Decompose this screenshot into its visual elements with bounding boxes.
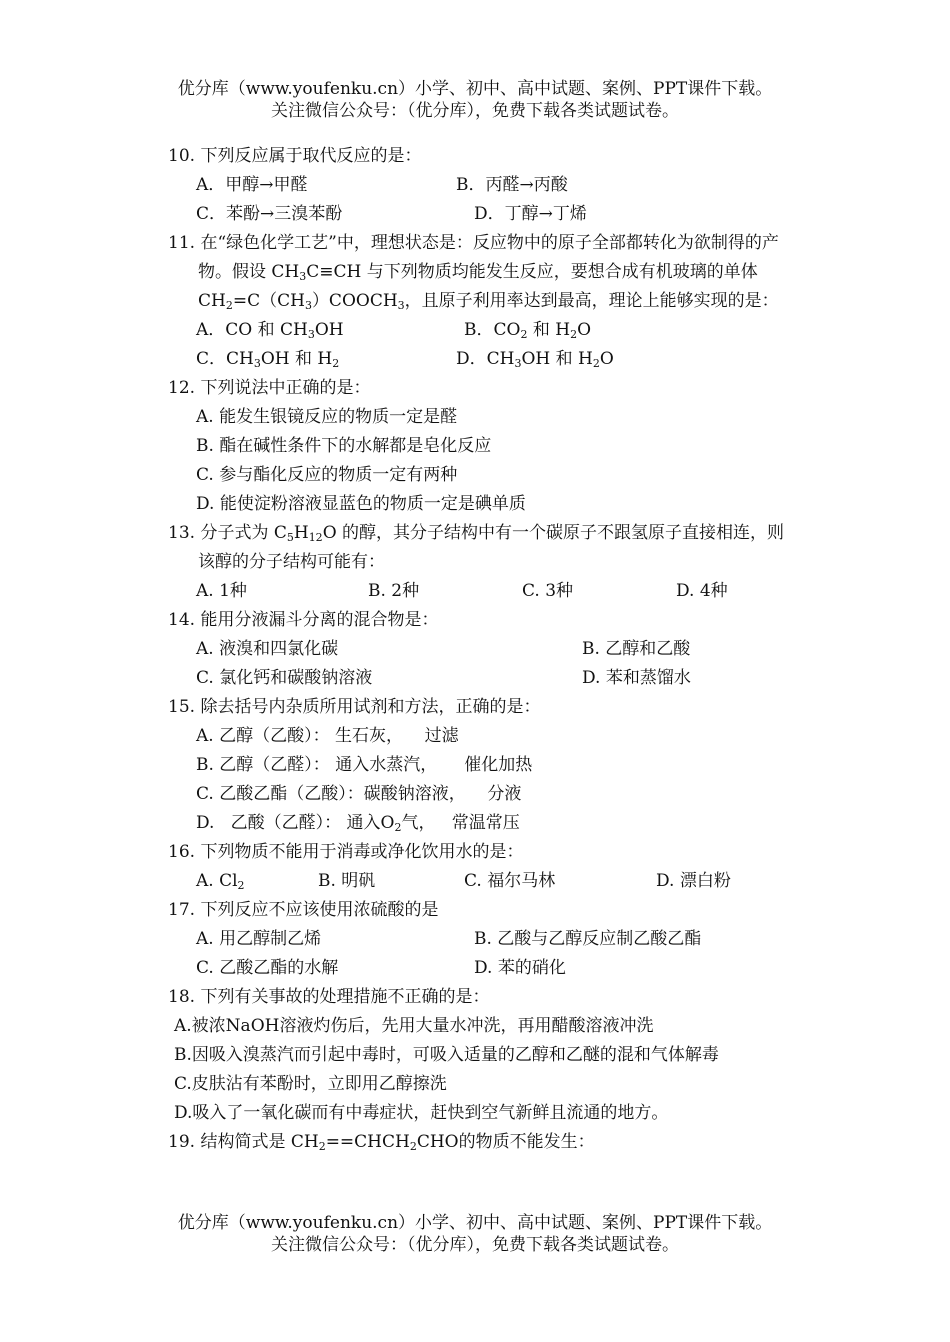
question-15-option-d: D. 乙酸（乙醛）： 通入$O_2$气， 常温常压 xyxy=(196,813,520,834)
question-19-stem: 19. 结构简式是 $CH_2==CHCH_2CHO$的物质不能发生： xyxy=(168,1132,595,1153)
question-12-stem: 12. 下列说法中正确的是： xyxy=(168,378,371,398)
header-line-1: 优分库（www.youfenku.cn）小学、初中、高中试题、案例、PPT课件下载。 xyxy=(177,79,773,99)
question-17-option-d: D. 苯的硝化 xyxy=(474,958,566,978)
question-17-option-a: A. 用乙醇制乙烯 xyxy=(196,929,322,949)
question-10-option-a: A．甲醇→甲醛 xyxy=(196,175,308,195)
questions-body xyxy=(168,142,788,1157)
question-11-option-d: D．$CH_3OH$ 和 $H_2O$ xyxy=(456,349,614,370)
question-11-options-row-1 xyxy=(168,316,788,345)
header-line-2: 关注微信公众号：（优分库），免费下载各类试题试卷。 xyxy=(271,101,679,121)
question-10-options-row-2 xyxy=(168,200,788,229)
question-17-option-b: B. 乙酸与乙醇反应制乙酸乙酯 xyxy=(474,929,702,949)
question-16-stem: 16. 下列物质不能用于消毒或净化饮用水的是： xyxy=(168,842,524,862)
question-13-option-a: A. 1种 xyxy=(196,581,247,601)
question-18-option-d: D.吸入了一氧化碳而有中毒症状，赶快到空气新鲜且流通的地方。 xyxy=(174,1103,669,1123)
question-17-options-row-2 xyxy=(168,954,788,983)
question-10-options-row-1 xyxy=(168,171,788,200)
question-10-option-d: D．丁醇→丁烯 xyxy=(474,204,587,224)
question-17-stem: 17. 下列反应不应该使用浓硫酸的是 xyxy=(168,900,439,920)
question-12-option-c: C. 参与酯化反应的物质一定有两种 xyxy=(196,465,458,485)
question-16-option-d: D. 漂白粉 xyxy=(656,871,731,891)
question-13-option-c: C. 3种 xyxy=(522,581,574,601)
question-13-option-b: B. 2种 xyxy=(368,581,420,601)
question-13-option-d: D. 4种 xyxy=(676,581,728,601)
page-header xyxy=(0,78,950,122)
footer-line-1: 优分库（www.youfenku.cn）小学、初中、高中试题、案例、PPT课件下载。 xyxy=(177,1213,773,1233)
question-15-option-b: B. 乙醇（乙醛）： 通入水蒸汽， 催化加热 xyxy=(196,755,533,775)
question-18-stem: 18. 下列有关事故的处理措施不正确的是： xyxy=(168,987,490,1007)
question-15-stem: 15. 除去括号内杂质所用试剂和方法，正确的是： xyxy=(168,697,541,717)
question-11-option-b: B．$CO_2$ 和 $H_2O$ xyxy=(464,320,592,341)
question-16-option-b: B. 明矾 xyxy=(318,871,376,891)
question-16-option-a: A. $Cl_2$ xyxy=(196,871,245,892)
question-14-options-row-1 xyxy=(168,635,788,664)
question-16-options-row xyxy=(168,867,788,896)
question-11-option-c: C．$CH_3OH$ 和 $H_2$ xyxy=(196,349,340,370)
question-14-option-c: C. 氯化钙和碳酸钠溶液 xyxy=(196,668,373,688)
question-10-option-b: B．丙醛→丙酸 xyxy=(456,175,568,195)
page-footer xyxy=(0,1212,950,1256)
question-13-options-row xyxy=(168,577,788,606)
question-14-option-d: D. 苯和蒸馏水 xyxy=(582,668,691,688)
question-14-option-a: A. 液溴和四氯化碳 xyxy=(196,639,339,659)
question-14-options-row-2 xyxy=(168,664,788,693)
question-10-stem: 10. 下列反应属于取代反应的是： xyxy=(168,146,422,166)
question-16-option-c: C. 福尔马林 xyxy=(464,871,556,891)
question-14-stem: 14. 能用分液漏斗分离的混合物是： xyxy=(168,610,439,630)
question-13-stem: 13. 分子式为 $C_5H_{12}O$ 的醇，其分子结构中有一个碳原子不跟氢原子直接相连，则该醇的分子结构可能有： xyxy=(168,523,785,572)
question-18-option-a: A.被浓NaOH溶液灼伤后，先用大量水冲洗，再用醋酸溶液冲洗 xyxy=(174,1016,654,1036)
question-10-option-c: C．苯酚→三溴苯酚 xyxy=(196,204,343,224)
question-11-option-a: A．CO 和 $CH_3OH$ xyxy=(196,320,344,341)
question-14-option-b: B. 乙醇和乙酸 xyxy=(582,639,691,659)
question-12-option-a: A. 能发生银镜反应的物质一定是醛 xyxy=(196,407,458,427)
question-12-option-b: B. 酯在碱性条件下的水解都是皂化反应 xyxy=(196,436,492,456)
question-18-option-b: B.因吸入溴蒸汽而引起中毒时，可吸入适量的乙醇和乙醚的混和气体解毒 xyxy=(174,1045,719,1065)
question-11-options-row-2 xyxy=(168,345,788,374)
question-18-option-c: C.皮肤沾有苯酚时，立即用乙醇擦洗 xyxy=(174,1074,447,1094)
question-17-options-row-1 xyxy=(168,925,788,954)
question-15-option-c: C. 乙酸乙酯（乙酸）：碳酸钠溶液， 分液 xyxy=(196,784,522,804)
footer-line-2: 关注微信公众号：（优分库），免费下载各类试题试卷。 xyxy=(271,1235,679,1255)
question-11-stem: 11. 在“绿色化学工艺”中，理想状态是：反应物中的原子全部都转化为欲制得的产物。假设 $CH_3C\equiv CH$ 与下列物质均能发生反应，要想合成有机玻璃的单体 $CH_2=C(CH_3)COOCH_3$，且原子利用率达到最高，理论上能够实现的是： xyxy=(168,233,779,312)
question-12-option-d: D. 能使淀粉溶液显蓝色的物质一定是碘单质 xyxy=(196,494,526,514)
question-17-option-c: C. 乙酸乙酯的水解 xyxy=(196,958,339,978)
question-15-option-a: A. 乙醇（乙酸）： 生石灰， 过滤 xyxy=(196,726,459,746)
